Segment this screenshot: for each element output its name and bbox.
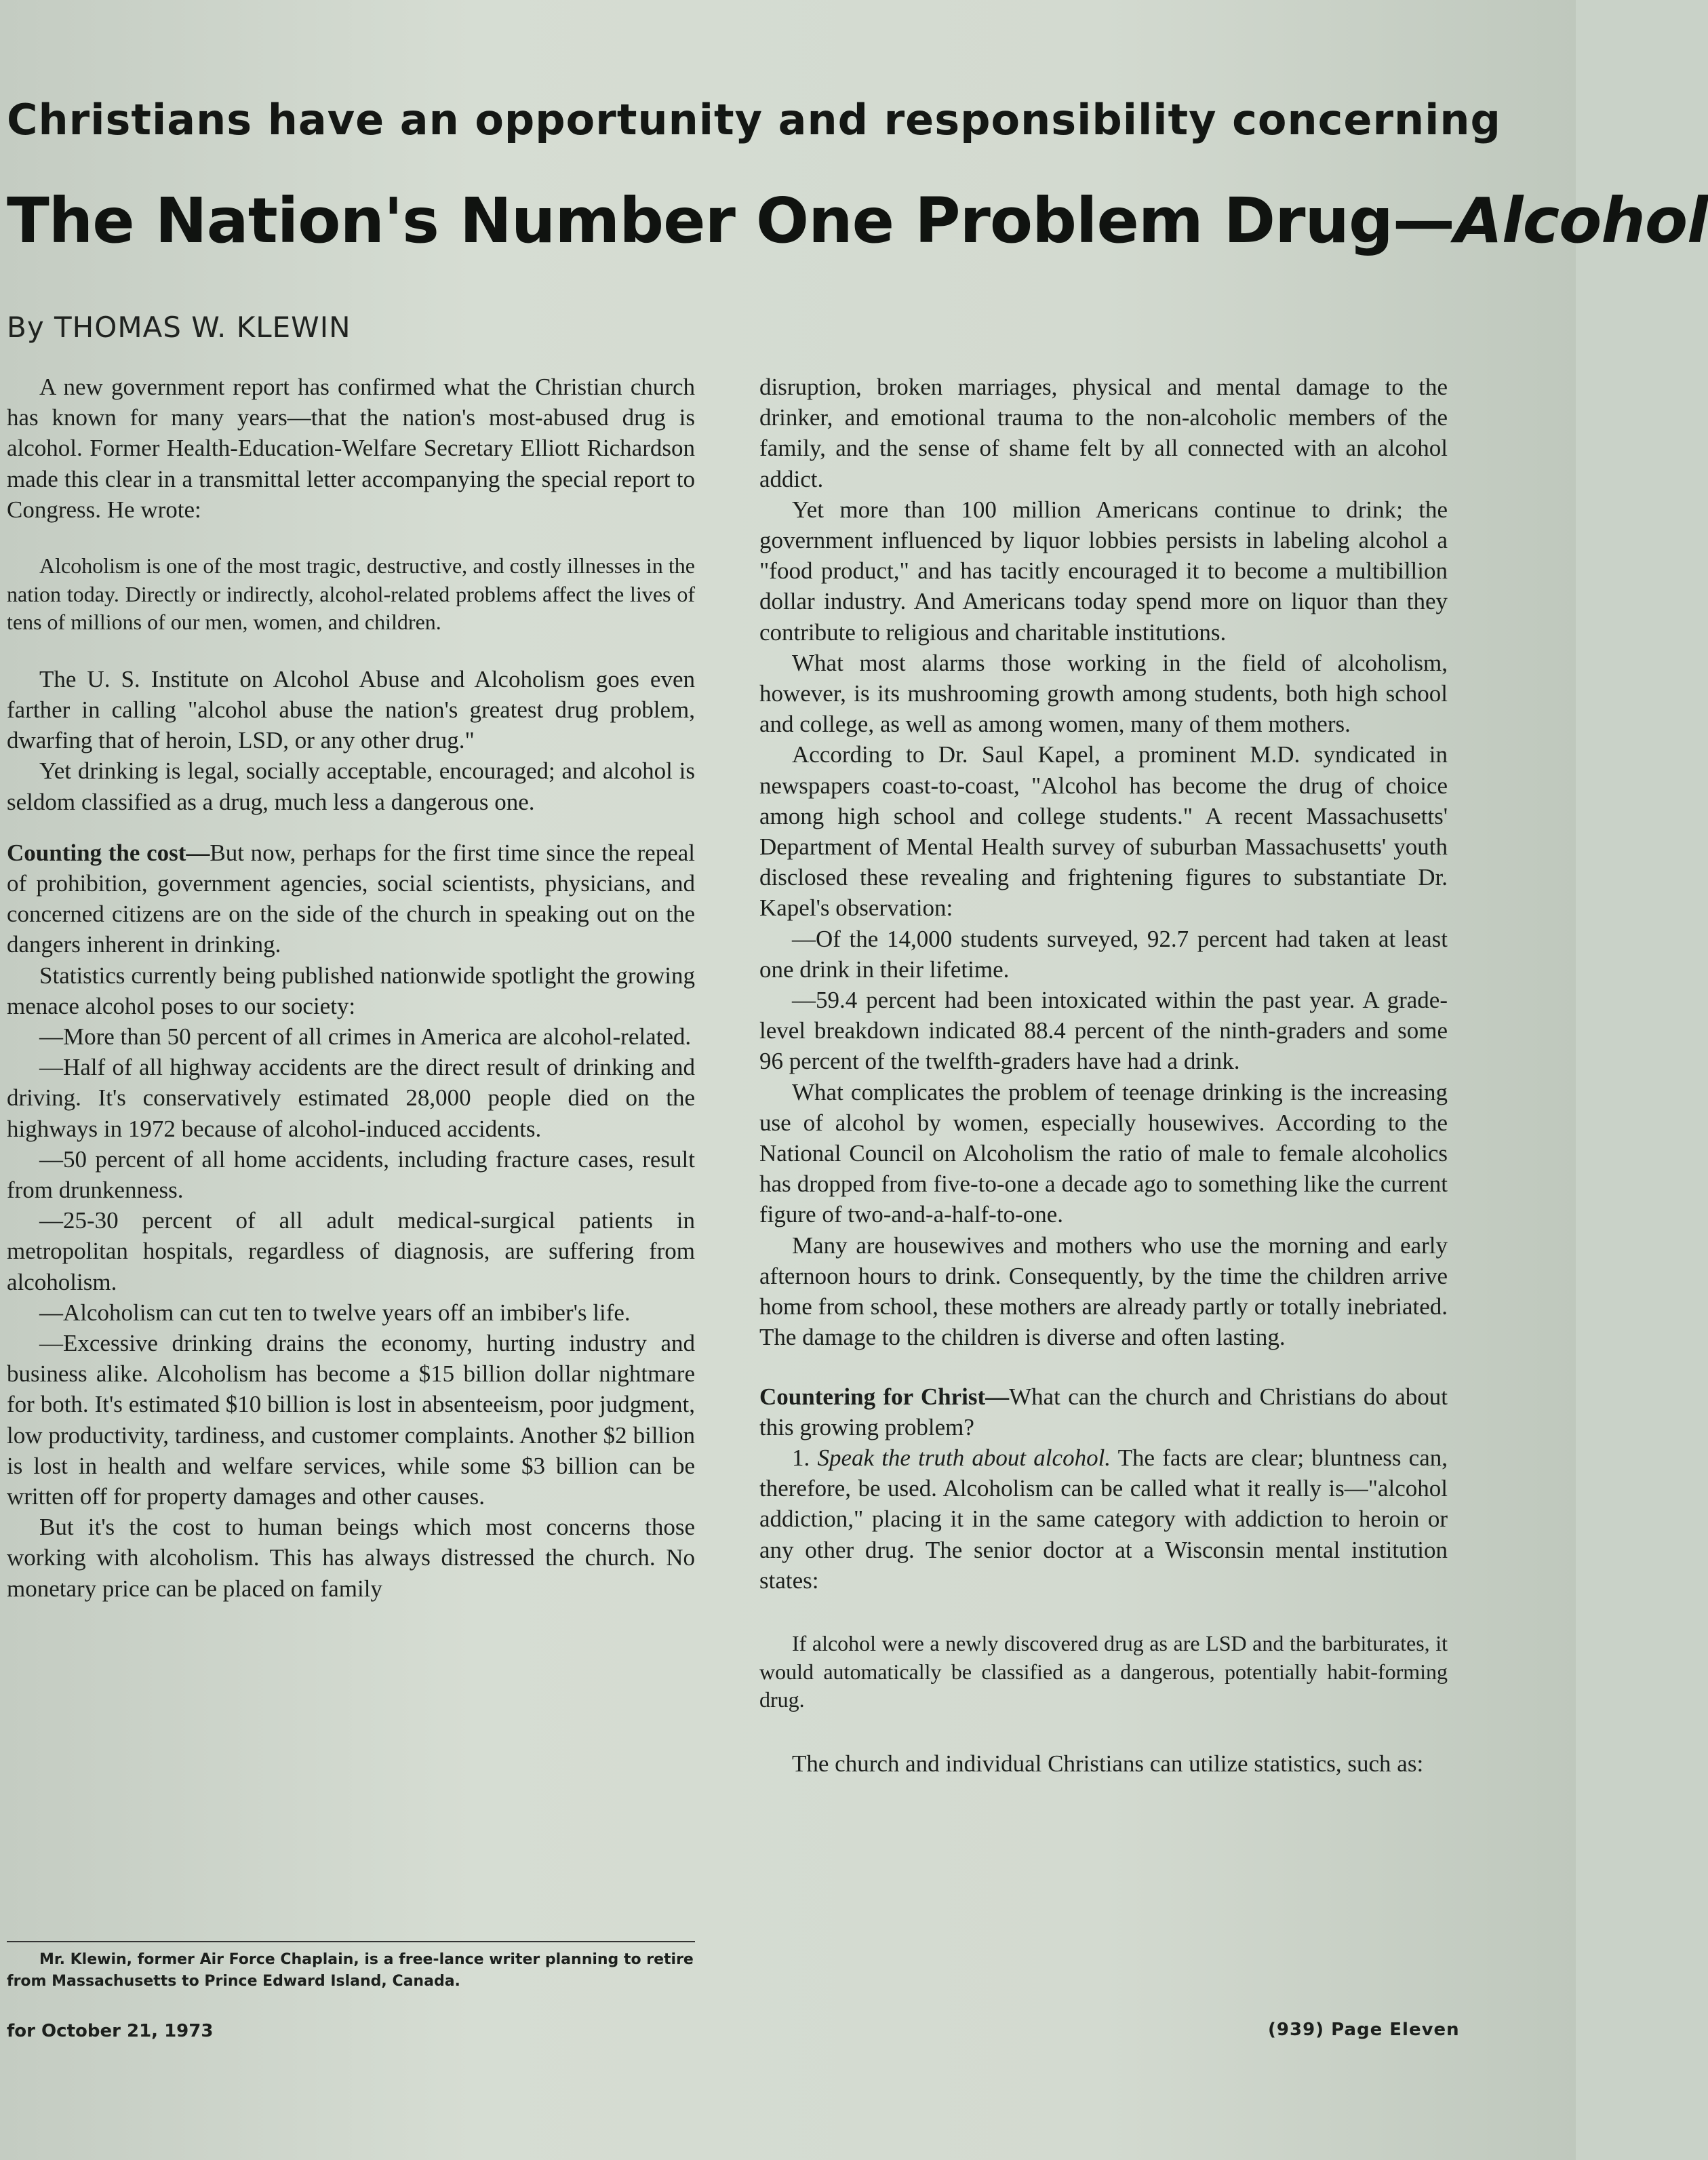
list-number: 1. — [792, 1444, 818, 1471]
block-quote: If alcohol were a newly discovered drug as are LSD and the barbiturates, it would automatically be classified as a dangerous, potentially habit-forming drug. — [759, 1630, 1448, 1712]
list-item: —Of the 14,000 students surveyed, 92.7 percent had taken at least one drink in their lifetime. — [759, 925, 1448, 983]
paragraph: The U. S. Institute on Alcohol Abuse and Alcoholism goes even farther in calling "alcohol abuse the nation's greatest drug problem, dwarfing that of heroin, LSD, or any other drug." — [7, 665, 695, 754]
paragraph: The church and individual Christians can utilize statistics, such as: — [792, 1750, 1424, 1777]
paragraph: disruption, broken marriages, physical and mental damage to the drinker, and emotional trauma to the non-alcoholic members of the family, and the sense of shame felt by all connected with an alcohol addict. — [759, 374, 1448, 492]
article-title — [7, 184, 1708, 257]
paragraph: A new government report has confirmed what the Christian church has known for many years—that the nation's most-abused drug is alcohol. Former Health-Education-Welfare Secretary Elliott Richardson made this clear in a transmittal letter accompanying the special report to Congress. He wrote: — [7, 374, 695, 523]
list-item: —Excessive drinking drains the economy, hurting industry and business alike. Alcoholism has become a $15 billion dollar nightmare for both. It's estimated $10 billion is lost in absenteeism, poor judgment, low productivity, tardiness, and customer complaints. Another $2 billion is lost in health and welfare services, while some $3 billion can be written off for property damages and other causes. — [7, 1330, 695, 1510]
italic-phrase: Speak the truth about alcohol. — [817, 1444, 1111, 1471]
list-item: —25-30 percent of all adult medical-surgical patients in metropolitan hospitals, regardless of diagnosis, are suffering from alcoholism. — [7, 1207, 695, 1295]
paragraph: Yet drinking is legal, socially acceptable, encouraged; and alcohol is seldom classified as a drug, much less a dangerous one. — [7, 758, 695, 815]
paragraph: Many are housewives and mothers who use the morning and early afternoon hours to drink. Consequently, by the time the children arrive home from school, these mothers are already partly or totally inebriated. The damage to the children is diverse and often lasting. — [759, 1232, 1448, 1351]
author-footnote: Mr. Klewin, former Air Force Chaplain, is a free-lance writer planning to retire from Massachusetts to Prince Edward Island, Canada. — [7, 1941, 695, 1992]
paragraph: Yet more than 100 million Americans continue to drink; the government influenced by liquor lobbies persists in labeling alcohol a "food product," and has tacitly encouraged it to become a multibillion dollar industry. And Americans today spend more on liquor than they contribute to religious and charitable institutions. — [759, 496, 1448, 646]
list-item: —Half of all highway accidents are the direct result of drinking and driving. It's conservatively estimated 28,000 people died on the highways in 1972 because of alcohol-induced accidents. — [7, 1054, 695, 1142]
list-item: —More than 50 percent of all crimes in America are alcohol-related. — [39, 1023, 692, 1050]
subhead-counting-the-cost: Counting the cost— — [7, 839, 210, 866]
subhead-countering-for-christ: Countering for Christ— — [759, 1383, 1010, 1410]
article-title-italic: Alcohol — [1454, 184, 1708, 257]
article-byline: By THOMAS W. KLEWIN — [7, 311, 351, 344]
paragraph: According to Dr. Saul Kapel, a prominent M.D. syndicated in newspapers coast-to-coast, "Alcohol has become the drug of choice among high school and college students." A recent Massachusetts' Department of Mental Health survey of suburban Massachusetts' youth disclosed these revealing and frightening figures to substantiate Dr. Kapel's observation: — [759, 741, 1448, 922]
issue-date: for October 21, 1973 — [7, 2021, 214, 2041]
list-item: —Alcoholism can cut ten to twelve years off an imbiber's life. — [39, 1299, 631, 1326]
paragraph: What complicates the problem of teenage drinking is the increasing use of alcohol by women, especially housewives. According to the National Council on Alcoholism the ratio of male to female alcoholics has dropped from five-to-one a decade ago to something like the current figure of two-and-a-half-to-one. — [759, 1078, 1448, 1228]
paragraph-text: The facts are clear; bluntness can, therefore, be used. Alcoholism can be called what it really is—"alcohol addiction," placing it in the same category with addiction to heroin or any other drug. The senior doctor at a Wisconsin mental institution states: — [759, 1444, 1448, 1594]
article-kicker: Christians have an opportunity and responsibility concerning — [7, 95, 1501, 144]
subhead-paragraph — [759, 1381, 1448, 1442]
subhead-paragraph — [7, 838, 695, 960]
list-item: —50 percent of all home accidents, including fracture cases, result from drunkenness. — [7, 1145, 695, 1204]
subhead-text: What can the church and Christians do about this growing problem? — [759, 1383, 1448, 1440]
paragraph — [759, 1442, 1448, 1596]
subhead-text: But now, perhaps for the first time since the repeal of prohibition, government agencies, social scientists, physicians, and concerned citizens are on the side of the church in speaking out on the dangers inherent in drinking. — [7, 839, 695, 958]
paragraph: What most alarms those working in the field of alcoholism, however, is its mushrooming growth among students, both high school and college, as well as among women, many of them mothers. — [759, 649, 1448, 738]
paragraph: But it's the cost to human beings which most concerns those working with alcoholism. This has always distressed the church. No monetary price can be placed on family — [7, 1514, 695, 1602]
article-title-main: The Nation's Number One Problem Drug— — [7, 184, 1454, 257]
left-column — [7, 372, 695, 1604]
block-quote: Alcoholism is one of the most tragic, destructive, and costly illnesses in the nation today. Directly or indirectly, alcohol-related problems affect the lives of tens of millions of our men, women, and children. — [7, 553, 695, 635]
paragraph: Statistics currently being published nationwide spotlight the growing menace alcohol poses to our society: — [7, 962, 695, 1019]
list-item: —59.4 percent had been intoxicated within the past year. A grade-level breakdown indicated 88.4 percent of the ninth-graders and some 96 percent of the twelfth-graders have had a drink. — [759, 987, 1448, 1075]
page-number: (939) Page Eleven — [1268, 2020, 1460, 2040]
right-column — [759, 372, 1448, 1779]
